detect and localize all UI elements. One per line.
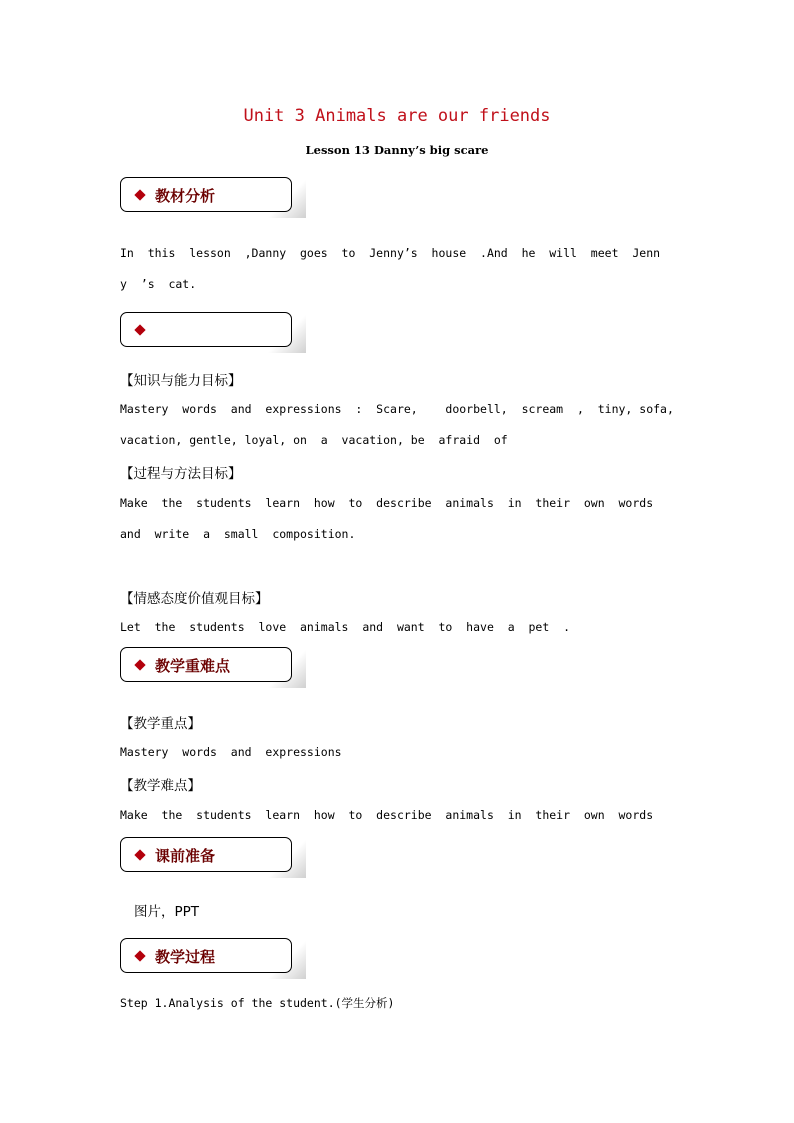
knowledge-line-1: Mastery words and expressions : Scare, doorbell, scream , tiny, sofa,: [120, 402, 674, 416]
emotion-goal-label: 【情感态度价值观目标】: [120, 591, 269, 607]
diamond-bullet-icon: [134, 849, 145, 860]
emotion-goal-line-1: Let the students love animals and want to have a pet .: [120, 620, 571, 634]
section-heading-label: 教学过程: [155, 948, 216, 966]
diamond-bullet-icon: [134, 189, 145, 200]
difficulty-line-1: Make the students learn how to describe animals in their own words: [120, 808, 654, 822]
section-heading-label: 课前准备: [155, 847, 216, 865]
focus-line-1: Mastery words and expressions: [120, 745, 342, 759]
focus-label: 【教学重点】: [120, 716, 201, 732]
section-heading-label: 教材分析: [155, 187, 216, 205]
analysis-line-2: y ’s cat.: [120, 277, 197, 291]
document-title: Unit 3 Animals are our friends: [243, 106, 551, 126]
diamond-bullet-icon: [134, 659, 145, 670]
lesson-subtitle: Lesson 13 Danny’s big scare: [305, 143, 489, 157]
section-heading-analysis: [120, 177, 292, 212]
diamond-bullet-icon: [134, 950, 145, 961]
section-heading-key-points: [120, 647, 292, 682]
section-heading-label: 教学重难点: [155, 657, 231, 675]
preparation-text: 图片，PPT: [134, 904, 200, 920]
section-heading-objectives: [120, 312, 292, 347]
process-goal-line-1: Make the students learn how to describe animals in their own words: [120, 496, 654, 510]
knowledge-line-2: vacation, gentle, loyal, on a vacation, be afraid of: [120, 433, 508, 447]
diamond-bullet-icon: [134, 324, 145, 335]
process-goal-label: 【过程与方法目标】: [120, 466, 242, 482]
section-heading-process: [120, 938, 292, 973]
analysis-line-1: In this lesson ,Danny goes to Jenny’s house .And he will meet Jenn: [120, 246, 661, 260]
section-heading-preparation: [120, 837, 292, 872]
process-goal-line-2: and write a small composition.: [120, 527, 356, 541]
step-1-text: Step 1.Analysis of the student.(学生分析): [120, 996, 395, 1010]
knowledge-goal-label: 【知识与能力目标】: [120, 373, 242, 389]
difficulty-label: 【教学难点】: [120, 778, 201, 794]
